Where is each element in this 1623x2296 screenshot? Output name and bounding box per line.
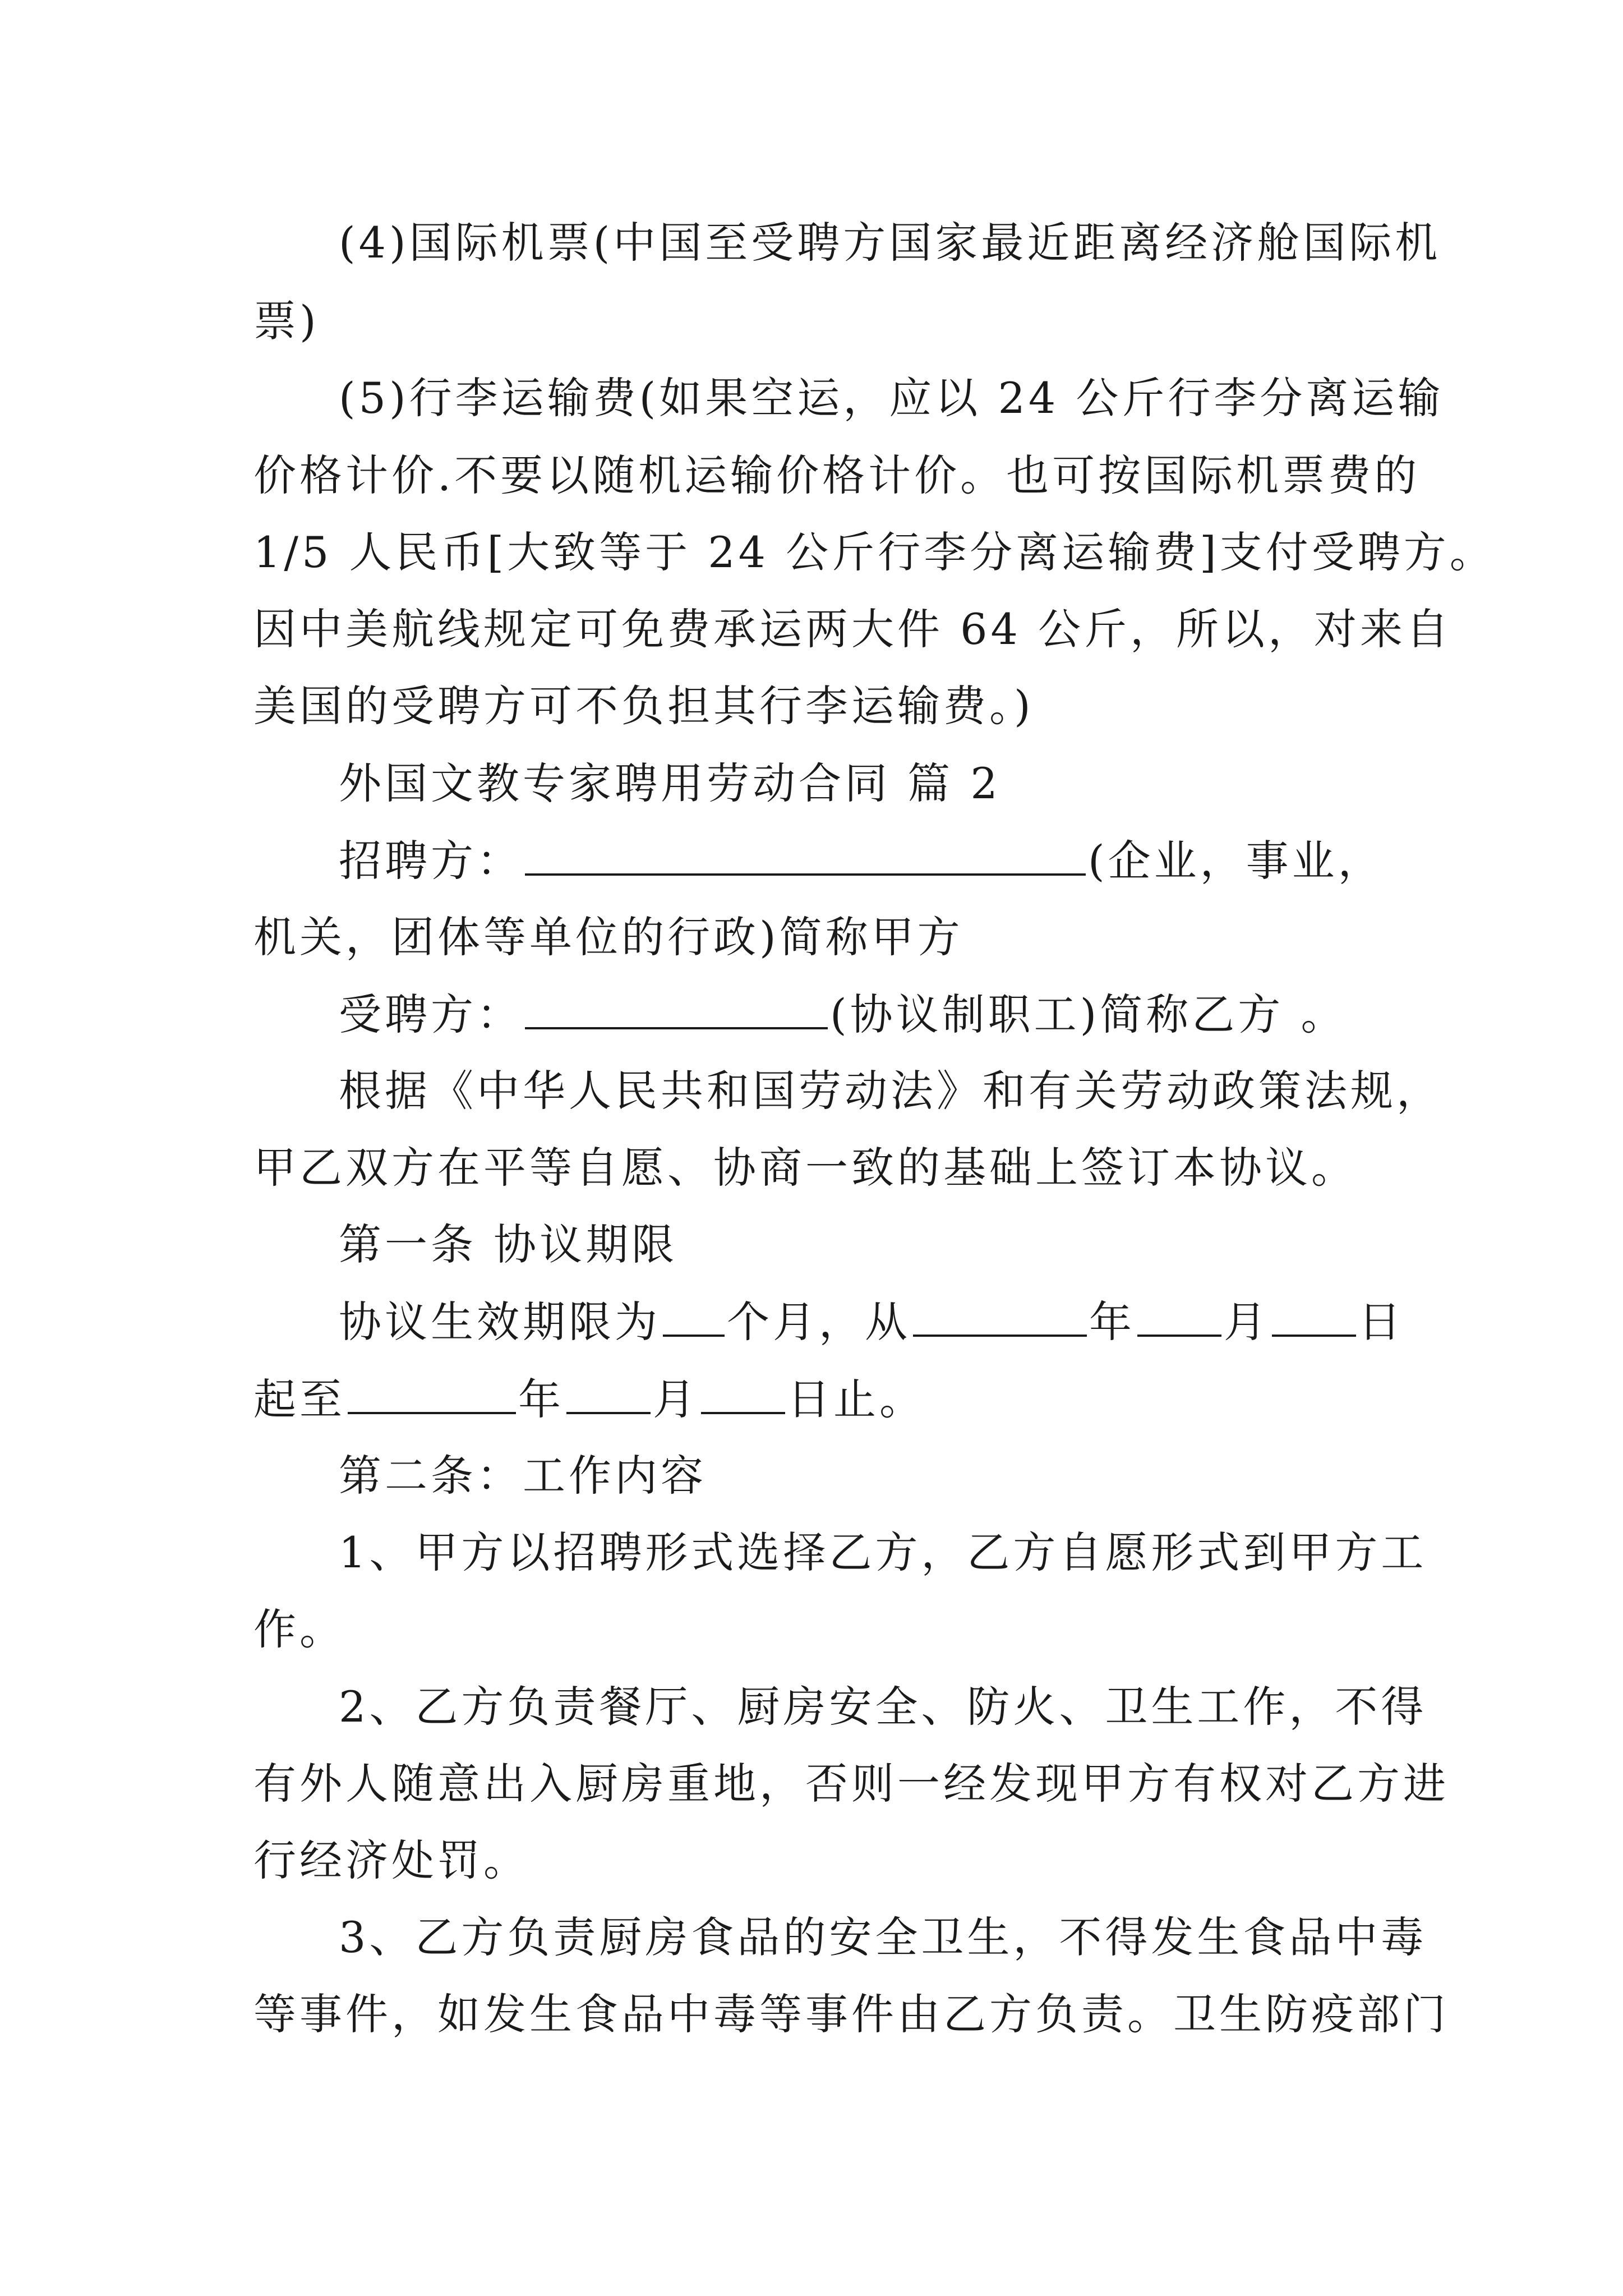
term-text-b: 个月，从: [727, 1297, 911, 1347]
month-label: 月: [1224, 1297, 1270, 1347]
employee-suffix: (协议制职工)简称乙方 。: [830, 990, 1347, 1039]
employee-line: [339, 989, 1347, 1040]
employer-blank[interactable]: [525, 835, 1086, 876]
paragraph-line: 美国的受聘方可不负担其行李运输费。): [253, 681, 1034, 731]
day-label: 日: [1358, 1297, 1404, 1347]
article-1-title: 第一条 协议期限: [339, 1220, 678, 1269]
section-heading: 外国文教专家聘用劳动合同 篇 2: [339, 758, 1001, 808]
article-2-item: 作。: [253, 1604, 345, 1654]
end-month-blank[interactable]: [566, 1374, 651, 1414]
article-1-end-line: [253, 1374, 925, 1425]
term-text-a: 协议生效期限为: [339, 1297, 661, 1347]
article-2-item: 2、乙方负责餐厅、厨房安全、防火、卫生工作，不得: [339, 1682, 1427, 1732]
months-blank[interactable]: [663, 1296, 725, 1337]
from-label: 起至: [253, 1374, 345, 1424]
employer-label: 招聘方：: [339, 836, 523, 886]
start-day-blank[interactable]: [1272, 1296, 1356, 1337]
end-year-blank[interactable]: [348, 1374, 516, 1414]
article-2-title: 第二条：工作内容: [339, 1451, 707, 1501]
article-2-item: 有外人随意出入厨房重地，否则一经发现甲方有权对乙方进: [253, 1759, 1449, 1809]
paragraph-line: 1/5 人民币[大致等于 24 公斤行李分离运输费]支付受聘方。: [253, 527, 1496, 577]
article-2-item: 1、甲方以招聘形式选择乙方，乙方自愿形式到甲方工: [339, 1527, 1427, 1577]
article-2-item: 等事件，如发生食品中毒等事件由乙方负责。卫生防疫部门: [253, 1989, 1449, 2039]
basis-line: 根据《中华人民共和国劳动法》和有关劳动政策法规，: [339, 1066, 1442, 1116]
employer-line: [339, 835, 1384, 886]
employee-label: 受聘方：: [339, 990, 523, 1039]
article-1-term-line: [339, 1296, 1404, 1347]
end-day-label: 日止。: [787, 1374, 925, 1424]
start-year-blank[interactable]: [913, 1296, 1087, 1337]
employer-suffix: (企业，事业，: [1088, 836, 1384, 886]
end-day-blank[interactable]: [701, 1374, 785, 1414]
paragraph-line: 票): [253, 296, 320, 346]
employee-blank[interactable]: [525, 989, 828, 1029]
paragraph-line: 因中美航线规定可免费承运两大件 64 公斤，所以，对来自: [253, 604, 1453, 654]
month-label: 月: [653, 1374, 699, 1424]
article-2-item: 行经济处罚。: [253, 1835, 529, 1885]
article-2-item: 3、乙方负责厨房食品的安全卫生，不得发生食品中毒: [339, 1912, 1427, 1962]
year-label: 年: [1089, 1297, 1135, 1347]
basis-line: 甲乙双方在平等自愿、协商一致的基础上签订本协议。: [253, 1143, 1357, 1193]
paragraph-line: (5)行李运输费(如果空运，应以 24 公斤行李分离运输: [339, 373, 1444, 423]
year-label: 年: [518, 1374, 564, 1424]
start-month-blank[interactable]: [1137, 1296, 1221, 1337]
paragraph-line: 价格计价.不要以随机运输价格计价。也可按国际机票费的: [253, 450, 1421, 500]
paragraph-line: (4)国际机票(中国至受聘方国家最近距离经济舱国际机: [339, 218, 1441, 268]
employer-continuation: 机关，团体等单位的行政)简称甲方: [253, 912, 963, 962]
